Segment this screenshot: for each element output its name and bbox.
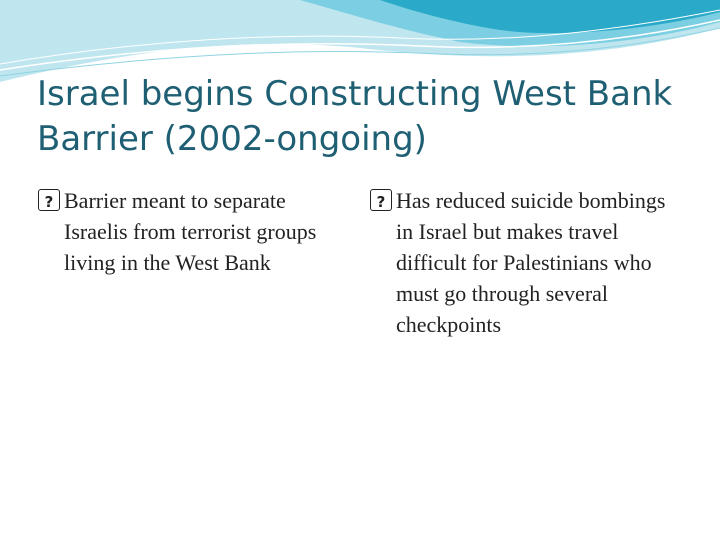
right-column bbox=[370, 185, 680, 340]
bullet-item-barrier bbox=[38, 185, 338, 278]
missing-glyph-icon bbox=[370, 189, 392, 211]
bullet-text: Has reduced suicide bombings in Israel but makes travel difficult for Palestinians who must go through several checkpoints bbox=[396, 188, 666, 337]
bullet-text: Barrier meant to separate Israelis from terrorist groups living in the West Bank bbox=[64, 188, 317, 275]
slide-title: Israel begins Constructing West Bank Barrier (2002-ongoing) bbox=[37, 74, 673, 159]
missing-glyph-icon bbox=[38, 189, 60, 211]
left-column bbox=[38, 185, 338, 278]
bullet-item-effects bbox=[370, 185, 680, 340]
